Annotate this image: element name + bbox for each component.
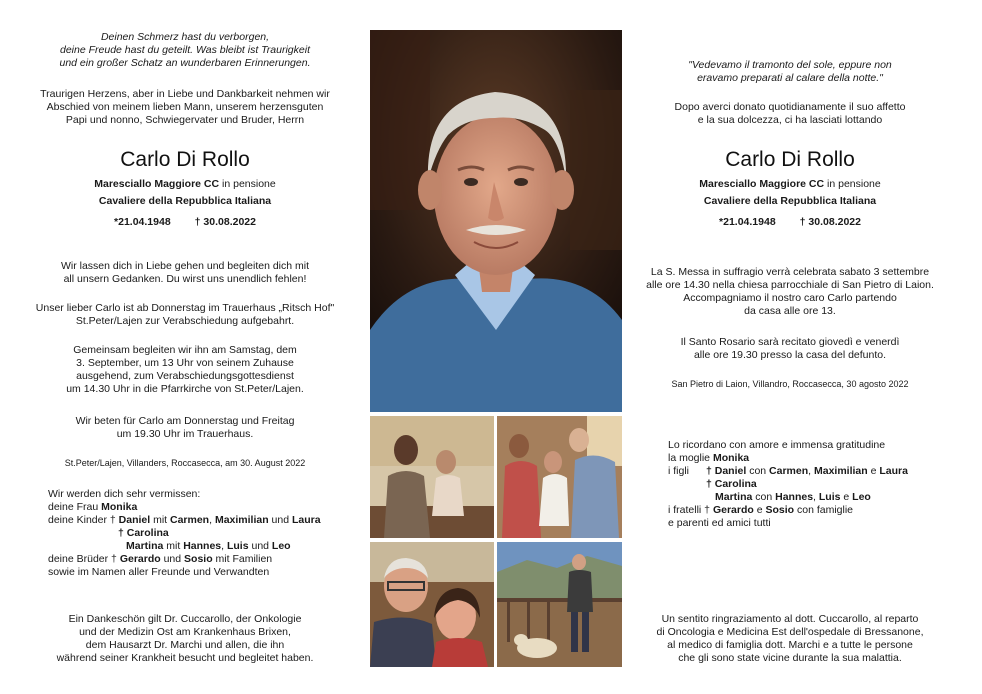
family-child-3: Martina con Hannes, Luis e Leo (715, 491, 871, 503)
german-thanks (20, 613, 350, 665)
text-line: Wir beten für Carlo am Donnerstag und Freitag (75, 415, 295, 427)
text-line: che gli sono state vicine durante la sua malattia. (678, 652, 902, 664)
name: † Daniel (706, 465, 747, 477)
german-funeral-info (20, 344, 350, 396)
label: mit Familien (212, 553, 273, 565)
text-line: "Vedevamo il tramonto del sole, eppure non (688, 59, 892, 71)
name: Monika (101, 501, 138, 513)
name: Martina (126, 540, 164, 552)
text-line: Dopo averci donato quotidianamente il suo affetto (674, 101, 906, 113)
birth-date: *21.04.1948 (114, 216, 171, 228)
family-photo-3 (370, 542, 494, 667)
portrait-image (370, 30, 622, 412)
label: e (753, 504, 766, 516)
text-line: e la sua dolcezza, ci ha lasciati lottando (697, 114, 883, 126)
italian-thanks (640, 613, 940, 665)
deceased-name: Carlo Di Rollo (725, 148, 855, 171)
label: mit (163, 540, 184, 552)
text-line: Gemeinsam begleiten wir ihn am Samstag, dem (73, 344, 297, 356)
name: Hannes (183, 540, 222, 552)
family-photo-2 (497, 416, 622, 538)
text-line: Un sentito ringraziamento al dott. Cuccarollo, al reparto (661, 613, 919, 625)
name: Carmen (170, 514, 210, 526)
german-place-date: St.Peter/Lajen, Villanders, Roccasecca, am 30. August 2022 (64, 458, 306, 468)
label: i figli (668, 465, 690, 477)
rank-line (20, 177, 350, 192)
label: i fratelli † (668, 504, 713, 516)
italian-intro (640, 101, 940, 127)
text-line: Traurigen Herzens, aber in Liebe und Dankbarkeit nehmen wir (40, 88, 330, 100)
family-wife (48, 501, 368, 514)
name: Luis (226, 540, 249, 552)
honor-title: Cavaliere della Repubblica Italiana (703, 195, 877, 207)
photo-image (497, 416, 622, 538)
label: e (867, 465, 880, 477)
german-laid-out (20, 302, 350, 328)
text-line: Accompagniamo il nostro caro Carlo partendo (683, 292, 897, 304)
rank-line (640, 177, 940, 192)
family-child-2: † Carolina (118, 527, 169, 539)
family-closing: sowie im Namen aller Freunde und Verwandten (48, 566, 270, 578)
family-siblings (48, 553, 368, 566)
life-dates (640, 215, 940, 229)
text-line: und ein großer Schatz an wunderbaren Erinnerungen. (59, 57, 311, 69)
text-line: Il Santo Rosario sarà recitato giovedì e venerdì (680, 336, 900, 348)
family-siblings (668, 504, 958, 517)
text-line: di Oncologia e Medicina Est dell'ospedale di Bressanone, (656, 626, 924, 638)
italian-mass-info (640, 266, 940, 318)
birth-date: *21.04.1948 (719, 216, 776, 228)
honor-title: Cavaliere della Repubblica Italiana (98, 195, 272, 207)
label: und (160, 553, 185, 565)
text-line: Abschied von meinem lieben Mann, unserem herzensguten (46, 101, 324, 113)
text-line: um 19.30 Uhr im Trauerhaus. (116, 428, 254, 440)
name: Gerardo (119, 553, 161, 565)
text-line: alle ore 14.30 nella chiesa parrocchiale di San Pietro di Laion. (646, 279, 934, 291)
name: Laura (879, 465, 908, 477)
name: Luis (818, 491, 841, 503)
name: Laura (292, 514, 321, 526)
rank-thin: in pensione (824, 178, 881, 190)
text-line: La S. Messa in suffragio verrà celebrata sabato 3 settembre (650, 266, 930, 278)
label: e (840, 491, 853, 503)
family-wife (668, 452, 958, 465)
name: Gerardo (712, 504, 754, 516)
name: Monika (712, 452, 750, 464)
label: und (268, 514, 292, 526)
name: Maximilian (814, 465, 868, 477)
text-line: Wir lassen dich in Liebe gehen und begleiten dich mit (60, 260, 310, 272)
text-line: al medico di famiglia dott. Marchi e a tutte le persone (667, 639, 913, 651)
name: Sosio (184, 553, 213, 565)
rank-thin: in pensione (219, 178, 276, 190)
text-line: alle ore 19.30 presso la casa del defunto. (693, 349, 887, 361)
portrait-photo (370, 30, 622, 412)
family-child-1: i figli † Daniel con Carmen, Maximilian e Laura (668, 465, 908, 477)
label: und (248, 540, 272, 552)
german-prayer-info (20, 415, 350, 441)
family-closing: e parenti ed amici tutti (668, 517, 771, 529)
text-line: während seiner Krankheit besucht und begleitet haben. (56, 652, 314, 664)
italian-rosary-info (640, 336, 940, 362)
italian-family-list (668, 439, 958, 530)
family-photo-1 (370, 416, 494, 538)
text-line: deine Freude hast du geteilt. Was bleibt ist Traurigkeit (60, 44, 310, 56)
family-photo-4 (497, 542, 622, 667)
text-line: dem Hausarzt Dr. Marchi und allen, die ihn (85, 639, 285, 651)
text-line: da casa alle ore 13. (744, 305, 836, 317)
italian-place-date: San Pietro di Laion, Villandro, Roccasecca, 30 agosto 2022 (671, 379, 909, 389)
german-intro-verse (20, 31, 350, 70)
text-line: Unser lieber Carlo ist ab Donnerstag im Trauerhaus „Ritsch Hof" (35, 302, 335, 314)
photo-image (497, 542, 622, 667)
deceased-name: Carlo Di Rollo (120, 148, 250, 171)
name: Sosio (765, 504, 795, 516)
family-child-2: † Carolina (706, 478, 757, 490)
text-line: und der Medizin Ost am Krankenhaus Brixen, (79, 626, 291, 638)
label: la moglie (668, 452, 713, 464)
text-line: ausgehend, zum Verabschiedungsgottesdienst (76, 370, 294, 382)
label: deine Frau (48, 501, 102, 513)
family-intro: Lo ricordano con amore e immensa gratitudine (668, 439, 886, 451)
death-date: † 30.08.2022 (194, 216, 256, 228)
name: Martina (715, 491, 753, 503)
name: Carmen (769, 465, 809, 477)
name: Daniel (118, 514, 151, 526)
label: con (752, 491, 776, 503)
label: deine Brüder † (48, 553, 120, 565)
name: Maximilian (214, 514, 269, 526)
text-line: Papi und nonno, Schwiegervater und Bruder, Herrn (65, 114, 305, 126)
label: con famiglie (794, 504, 854, 516)
label: deine Kinder † (48, 514, 119, 526)
family-intro: Wir werden dich sehr vermissen: (48, 488, 201, 500)
photo-image (370, 416, 494, 538)
family-child-1: deine Kinder † Daniel mit Carmen, Maximilian und Laura (48, 514, 321, 526)
german-farewell (20, 260, 350, 286)
label: con (746, 465, 770, 477)
family-child-3: Martina mit Hannes, Luis und Leo (126, 540, 291, 552)
text-line: eravamo preparati al calare della notte." (697, 72, 883, 84)
text-line: St.Peter/Lajen zur Verabschiedung aufgebahrt. (75, 315, 295, 327)
text-line: um 14.30 Uhr in die Pfarrkirche von St.Peter/Lajen. (66, 383, 304, 395)
name: Leo (852, 491, 871, 503)
text-line: Deinen Schmerz hast du verborgen, (100, 31, 270, 43)
german-announcement (20, 88, 350, 127)
name: Leo (271, 540, 291, 552)
name: Hannes (775, 491, 814, 503)
death-date: † 30.08.2022 (799, 216, 861, 228)
photo-image (370, 542, 494, 667)
text-line: Ein Dankeschön gilt Dr. Cuccarollo, der Onkologie (68, 613, 302, 625)
italian-quote (640, 59, 940, 85)
text-line: all unsern Gedanken. Du wirst uns unendlich fehlen! (63, 273, 307, 285)
german-family-list (48, 488, 368, 579)
life-dates (20, 215, 350, 229)
rank-bold: Maresciallo Maggiore CC (699, 178, 825, 190)
label: mit (150, 514, 170, 526)
text-line: 3. September, um 13 Uhr von seinem Zuhause (76, 357, 294, 369)
rank-bold: Maresciallo Maggiore CC (94, 178, 220, 190)
